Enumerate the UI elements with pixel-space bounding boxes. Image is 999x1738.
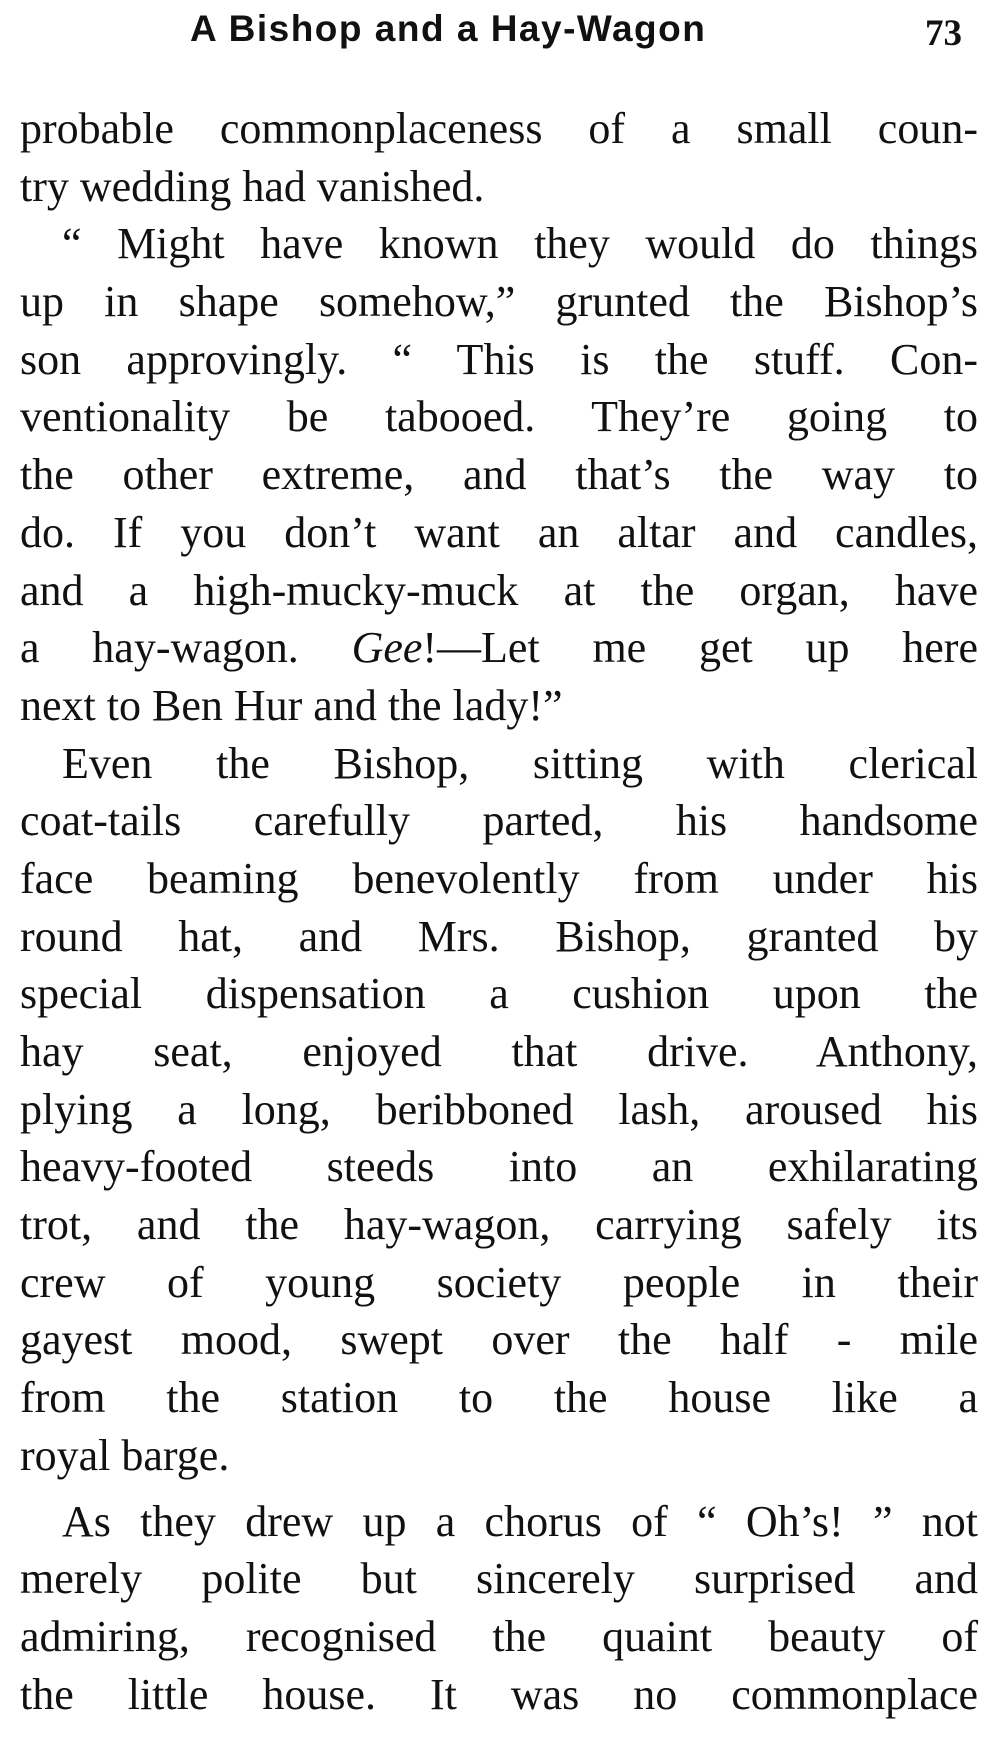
text-line: hay seat, enjoyed that drive. Anthony, xyxy=(20,1027,978,1076)
text-line: “ Might have known they would do things xyxy=(62,219,978,269)
text-line: coat-tails carefully parted, his handsome xyxy=(20,796,978,846)
italic-word: Gee xyxy=(351,623,423,673)
body-text xyxy=(20,100,978,1723)
text-line: and a high-mucky-muck at the organ, have xyxy=(20,565,978,615)
text-fragment: !—Let me get up here xyxy=(422,623,978,673)
text-line: the little house. It was no commonplace xyxy=(20,1669,978,1719)
page-number: 73 xyxy=(925,13,962,54)
text-line: probable commonplaceness of a small coun- xyxy=(20,104,978,153)
text-line: special dispensation a cushion upon the xyxy=(20,969,978,1019)
text-line: plying a long, beribboned lash, aroused his xyxy=(20,1084,978,1134)
text-line: admiring, recognised the quaint beauty of xyxy=(20,1611,978,1661)
text-line: round hat, and Mrs. Bishop, granted by xyxy=(20,911,978,961)
text-line: merely polite but sincerely surprised and xyxy=(20,1554,978,1604)
text-line: try wedding had vanished. xyxy=(20,161,485,211)
text-line: son approvingly. “ This is the stuff. Con- xyxy=(20,334,978,384)
running-head xyxy=(0,4,999,54)
text-line: up in shape somehow,” grunted the Bishop’s xyxy=(20,277,978,327)
text-line: As they drew up a chorus of “ Oh’s! ” not xyxy=(62,1496,978,1546)
text-line: face beaming benevolently from under his xyxy=(20,853,978,903)
text-line: the other extreme, and that’s the way to xyxy=(20,450,978,500)
text-line: gayest mood, swept over the half - mile xyxy=(20,1315,978,1365)
text-line: do. If you don’t want an altar and candles, xyxy=(20,507,978,557)
text-line: Even the Bishop, sitting with clerical xyxy=(62,738,978,788)
text-line: trot, and the hay-wagon, carrying safely its xyxy=(20,1200,978,1250)
text-line: next to Ben Hur and the lady!” xyxy=(20,680,563,730)
paragraph-gap xyxy=(20,1485,978,1493)
text-line: heavy-footed steeds into an exhilarating xyxy=(20,1142,978,1192)
text-line: from the station to the house like a xyxy=(20,1373,978,1423)
running-title: A Bishop and a Hay-Wagon xyxy=(190,8,707,49)
text-fragment: a hay-wagon. xyxy=(20,623,352,673)
text-line: crew of young society people in their xyxy=(20,1257,978,1307)
text-line: ventionality be tabooed. They’re going to xyxy=(20,392,978,442)
text-line-with-italic xyxy=(20,619,978,677)
text-line: royal barge. xyxy=(20,1430,230,1480)
